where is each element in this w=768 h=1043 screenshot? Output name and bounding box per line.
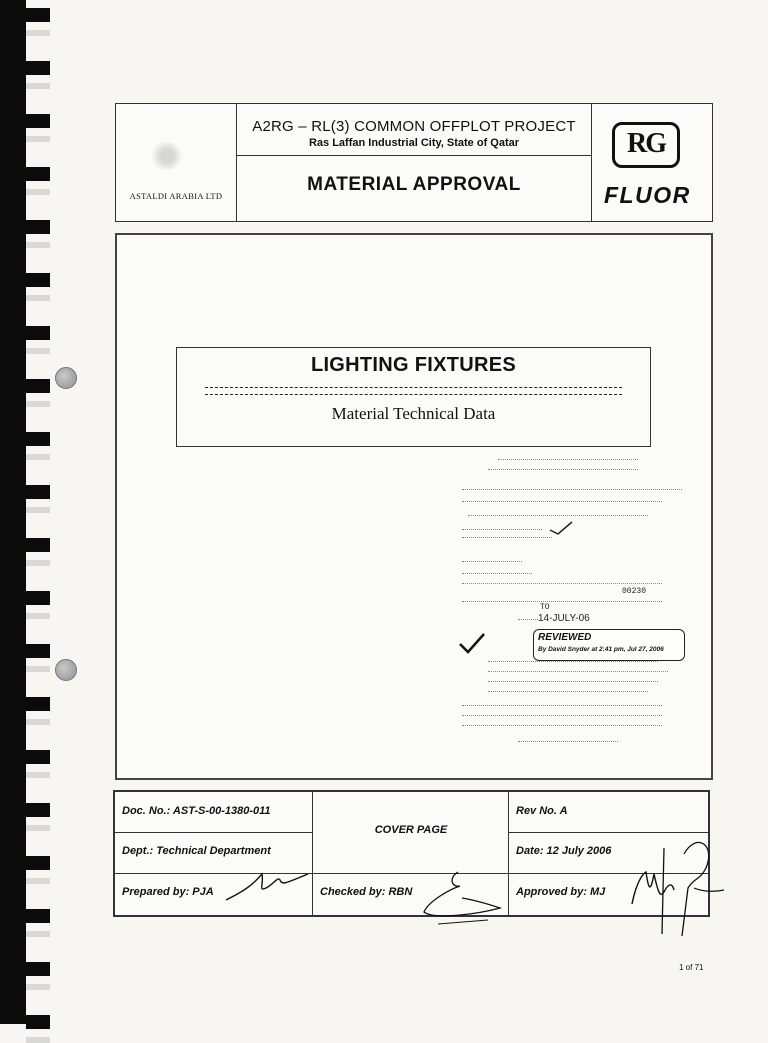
stamp-line <box>518 741 618 744</box>
stamp-line <box>488 469 638 472</box>
approver-signature-icon <box>624 834 728 940</box>
project-block <box>237 104 591 156</box>
document-date: Date: 12 July 2006 <box>516 845 612 857</box>
binding-tooth <box>26 538 50 552</box>
revision-number: Rev No. A <box>516 805 568 817</box>
approved-by: Approved by: MJ <box>516 886 606 898</box>
binding-gap <box>26 772 50 778</box>
client-logo-cell <box>591 104 712 221</box>
stamp-line <box>462 529 542 532</box>
binding-gap <box>26 30 50 36</box>
table-divider <box>508 832 708 833</box>
stamp-line <box>462 601 662 604</box>
reviewed-title: REVIEWED <box>538 632 592 643</box>
spiral-binding <box>0 0 50 1024</box>
binding-tooth <box>26 8 50 22</box>
binding-gap <box>26 507 50 513</box>
stamp-line <box>518 619 538 622</box>
checker-signature-icon <box>418 868 508 928</box>
binding-tooth <box>26 644 50 658</box>
stamp-line <box>498 459 638 462</box>
table-divider <box>508 792 509 915</box>
project-title: A2RG – RL(3) COMMON OFFPLOT PROJECT <box>252 118 576 135</box>
page-kind: COVER PAGE <box>374 824 448 836</box>
reviewer-tick-icon <box>548 520 588 536</box>
stamp-reference: 00230 <box>622 587 647 596</box>
binding-tooth <box>26 485 50 499</box>
binding-gap <box>26 83 50 89</box>
cover-title: LIGHTING FIXTURES <box>310 354 517 376</box>
binding-gap <box>26 931 50 937</box>
reviewed-badge <box>533 629 685 661</box>
stamp-line <box>488 661 658 664</box>
binding-gap <box>26 984 50 990</box>
binding-tooth <box>26 591 50 605</box>
binding-tooth <box>26 379 50 393</box>
document-header <box>115 103 713 222</box>
contractor-name: ASTALDI ARABIA LTD <box>129 191 223 201</box>
binding-tooth <box>26 1015 50 1029</box>
binding-tooth <box>26 750 50 764</box>
department: Dept.: Technical Department <box>122 845 271 857</box>
page-number: 1 of 71 <box>679 963 704 972</box>
contractor-logo-cell <box>116 104 237 221</box>
binding-spine <box>0 0 26 1024</box>
stamp-line <box>462 573 532 576</box>
cover-title-box <box>176 347 651 447</box>
prepared-by: Prepared by: PJA <box>122 886 214 898</box>
stamp-line <box>462 501 662 504</box>
binding-gap <box>26 613 50 619</box>
stamp-line <box>462 705 662 708</box>
document-type: MATERIAL APPROVAL <box>307 174 521 195</box>
binding-tooth <box>26 909 50 923</box>
doc-number: Doc. No.: AST-S-00-1380-011 <box>122 805 271 817</box>
document-info-table <box>113 790 710 917</box>
stamp-line <box>488 671 668 674</box>
checked-by: Checked by: RBN <box>320 886 413 898</box>
stamp-line <box>462 715 662 718</box>
cover-subtitle: Material Technical Data <box>331 404 496 423</box>
binding-tooth <box>26 697 50 711</box>
binding-tooth <box>26 803 50 817</box>
binding-gap <box>26 189 50 195</box>
table-divider <box>115 873 708 874</box>
stamp-line <box>462 725 662 728</box>
reviewed-detail: By David Snyder at 2:41 pm, Jul 27, 2006 <box>538 646 664 653</box>
punch-hole <box>55 659 77 681</box>
stamp-line <box>462 583 662 586</box>
project-location: Ras Laffan Industrial City, State of Qatar <box>308 137 520 149</box>
binding-gap <box>26 719 50 725</box>
binding-gap <box>26 825 50 831</box>
binding-gap <box>26 401 50 407</box>
binding-gap <box>26 454 50 460</box>
stamp-line <box>462 561 522 564</box>
punch-hole <box>55 367 77 389</box>
binding-tooth <box>26 61 50 75</box>
binding-gap <box>26 560 50 566</box>
stamp-line <box>462 537 552 540</box>
stamp-line <box>462 489 682 492</box>
rasgas-logo-icon: RG <box>612 122 680 168</box>
binding-tooth <box>26 114 50 128</box>
stamp-line <box>468 515 648 518</box>
preparer-signature-icon <box>222 866 312 906</box>
binding-tooth <box>26 220 50 234</box>
table-divider <box>115 832 312 833</box>
binding-gap <box>26 348 50 354</box>
binding-gap <box>26 878 50 884</box>
binding-gap <box>26 1037 50 1043</box>
review-stamp <box>458 455 686 755</box>
title-divider <box>205 387 622 395</box>
binding-tooth <box>26 326 50 340</box>
fluor-logo: FLUOR <box>604 182 691 208</box>
check-mark-icon <box>458 632 486 654</box>
stamp-to: TO <box>540 603 550 612</box>
binding-tooth <box>26 167 50 181</box>
binding-tooth <box>26 962 50 976</box>
stamp-line <box>488 691 648 694</box>
stamp-line <box>488 681 658 684</box>
binding-gap <box>26 242 50 248</box>
binding-gap <box>26 136 50 142</box>
binding-tooth <box>26 273 50 287</box>
astaldi-emblem-icon <box>150 142 184 170</box>
binding-tooth <box>26 856 50 870</box>
header-title-cell <box>237 104 591 221</box>
binding-gap <box>26 295 50 301</box>
table-divider <box>312 792 313 915</box>
binding-gap <box>26 666 50 672</box>
stamp-date: 14-JULY-06 <box>538 613 590 624</box>
binding-tooth <box>26 432 50 446</box>
